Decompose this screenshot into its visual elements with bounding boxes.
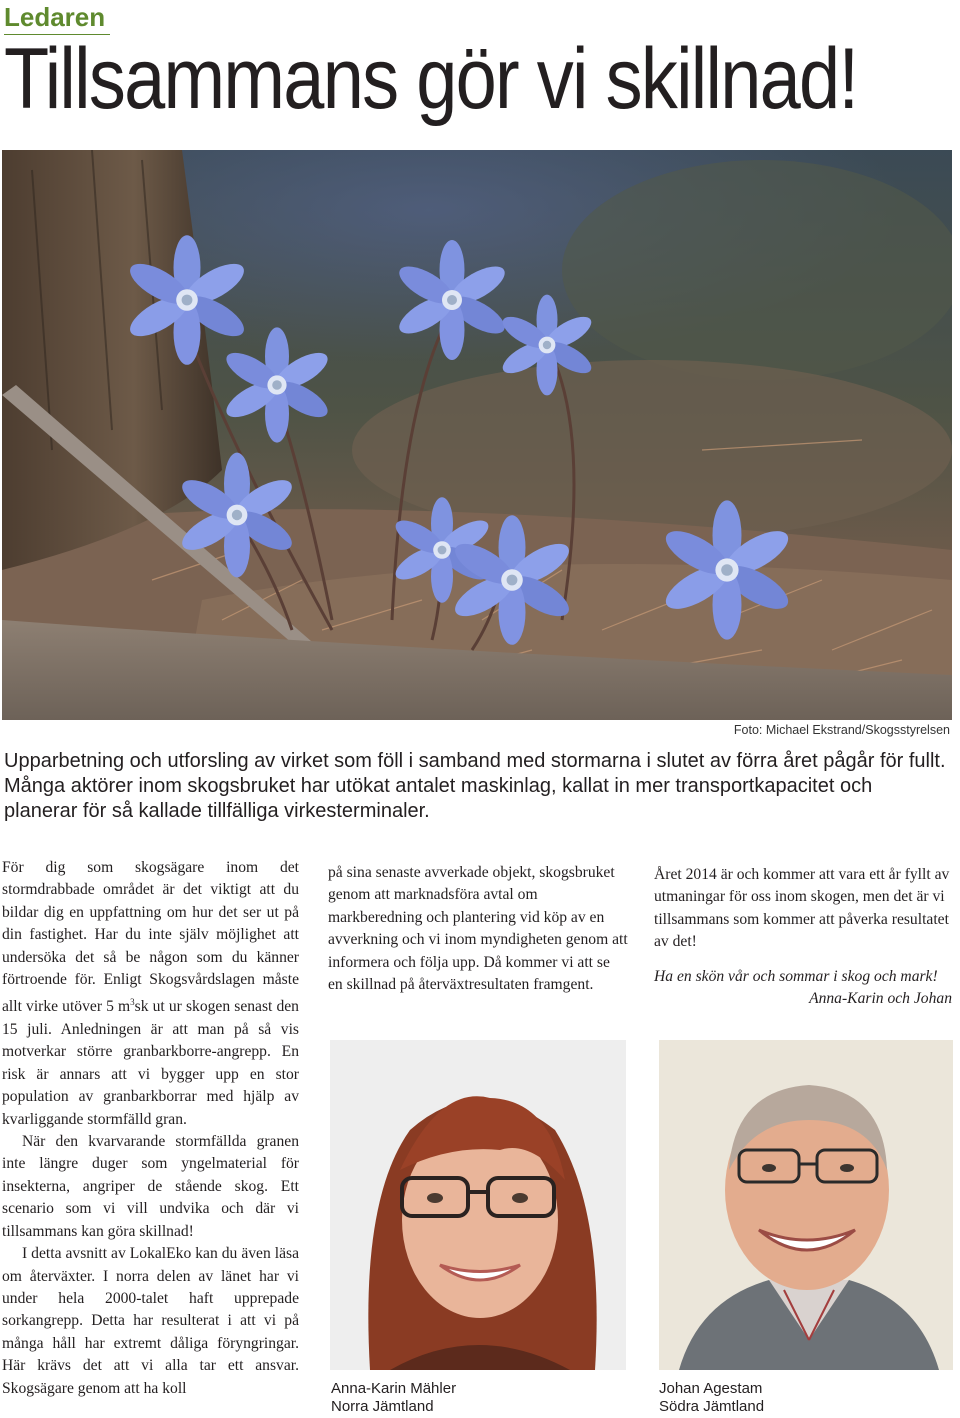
portrait-caption-1	[331, 1380, 456, 1416]
headline: Tillsammans gör vi skillnad!	[4, 31, 858, 127]
portrait-photo-man	[659, 1040, 953, 1370]
hero-photo-hepatica-flowers	[2, 150, 952, 720]
section-tag: Ledaren	[4, 2, 106, 32]
signature: Anna-Karin och Johan	[809, 990, 952, 1008]
body-column-2	[328, 862, 628, 996]
portrait-photo-woman	[330, 1040, 626, 1370]
greeting: Ha en skön vår och sommar i skog och mark!	[654, 967, 938, 985]
lead-paragraph: Upparbetning och utforsling av virket som föll i samband med stormarna i slutet av förra året pågår för fullt. Många aktörer inom skogsbruket har utökat antalet maskinlag, kallat in mer transportkapacitet och planerar för så kallade tillfälliga virkesterminaler.	[4, 750, 946, 822]
portrait-name: Anna-Karin Mähler	[331, 1380, 457, 1397]
portrait-caption-2	[659, 1380, 764, 1416]
body-paragraph: För dig som skogsägare inom det stormdrabbade området är det viktigt att du bildar dig en uppfattning om hur det ser ut på din fastighet. Har du inte själv möjlighet att undersöka det så be någon som du känner förtroende för. Enligt Skogsvårdslagen måste allt virke utöver 5 $m^3sk$ ut ur skogen senast den 15 juli. Anledningen är att man på så vis motverkar större granbarkborre-angrepp. En risk är annars att vi bygger upp en stor population av granbarkborrar med hjälp av kvarliggande stormfälld gran.	[2, 859, 299, 1128]
portrait-name: Johan Agestam	[659, 1380, 763, 1397]
portrait-org: Södra Jämtland	[659, 1398, 765, 1415]
body-paragraph: När den kvarvarande stormfällda granen inte längre duger som yngelmaterial för insekterna, angriper de stående skog. Ett scenario som vi vill undvika och där vi tillsammans kan göra skillnad!	[2, 1133, 299, 1240]
body-paragraph: på sina senaste avverkade objekt, skogsbruket genom att marknadsföra avtal om markberedning och plantering vid köp av en avverkning och vi inom myndigheten genom att informera och följa upp. Då kommer vi att se en skillnad på återväxtresultaten framgent.	[328, 864, 628, 994]
portrait-org: Norra Jämtland	[331, 1398, 434, 1415]
body-paragraph: Året 2014 är och kommer att vara ett år fyllt av utmaningar för oss inom skogen, men det är vi tillsammans som kommer att påverka resultatet av det!	[654, 866, 950, 951]
body-paragraph: I detta avsnitt av LokalEko kan du även läsa om återväxter. I norra delen av länet har vi under hela 2000-talet haft upprepade sorkangrepp. Detta har resulterat i att vi på många håll har extremt dåliga föryngringar. Här krävs det att vi alla tar ett ansvar. Skogsägare genom att ha koll	[2, 1245, 299, 1397]
body-column-3	[654, 864, 952, 1010]
photo-credit: Foto: Michael Ekstrand/Skogsstyrelsen	[733, 723, 950, 737]
body-column-1	[2, 857, 299, 1400]
